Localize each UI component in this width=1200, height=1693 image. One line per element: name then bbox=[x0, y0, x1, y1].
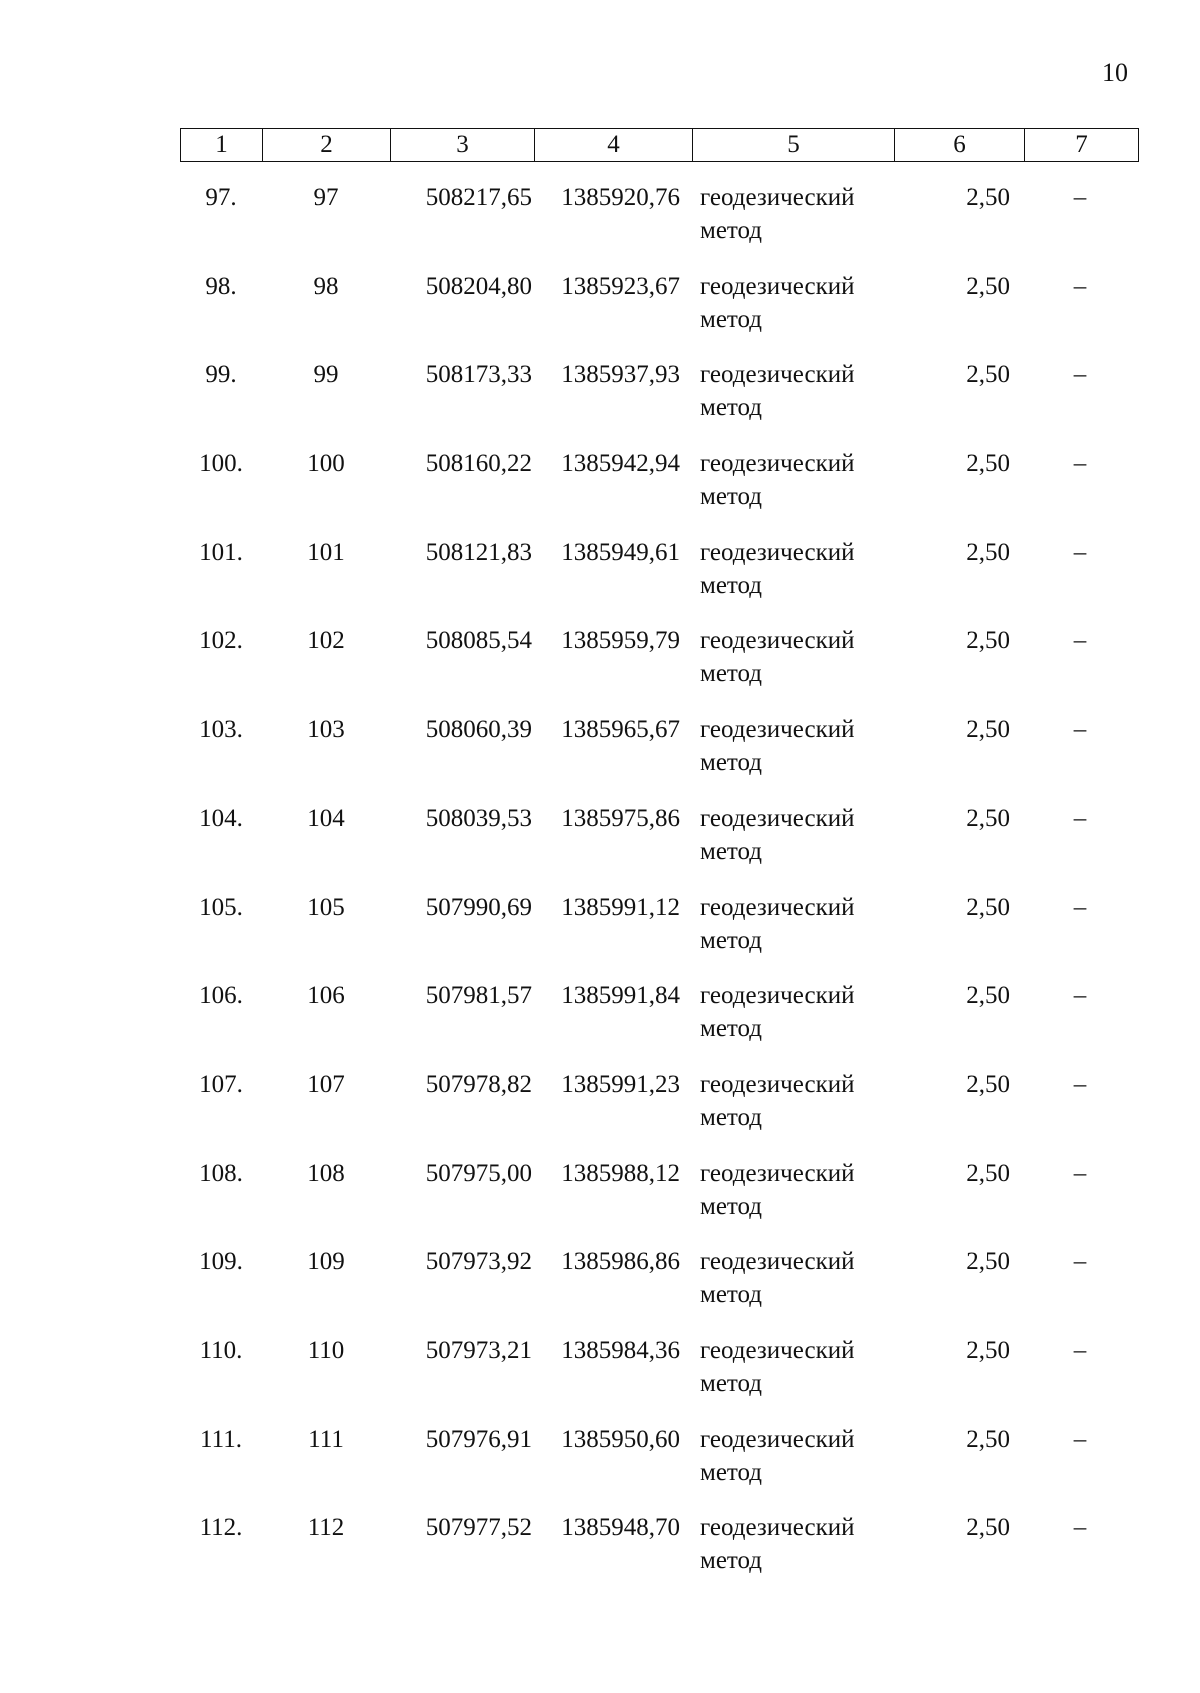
method bbox=[700, 1511, 890, 1577]
table-row bbox=[0, 624, 1200, 713]
method-line-2: метод bbox=[700, 394, 763, 422]
method bbox=[700, 181, 890, 247]
note: – bbox=[1073, 1159, 1087, 1187]
coord-y: 1385942,94 bbox=[561, 450, 680, 478]
table-row bbox=[0, 181, 1200, 270]
coord-x: 507978,82 bbox=[425, 1070, 532, 1098]
table-row bbox=[0, 979, 1200, 1068]
accuracy: 2,50 bbox=[966, 450, 1010, 478]
header-col-4: 4 bbox=[535, 129, 693, 162]
point-id: 107 bbox=[307, 1070, 345, 1098]
header-col-6: 6 bbox=[895, 129, 1025, 162]
header-col-5: 5 bbox=[693, 129, 895, 162]
method-line-1: геодезический bbox=[700, 184, 855, 211]
method-line-1: геодезический bbox=[700, 1070, 855, 1098]
note: – bbox=[1073, 538, 1087, 566]
accuracy: 2,50 bbox=[966, 272, 1010, 300]
table-row bbox=[0, 1423, 1200, 1512]
coord-y: 1385991,84 bbox=[561, 982, 680, 1010]
method-line-1: геодезический bbox=[700, 272, 855, 300]
method bbox=[700, 1423, 890, 1489]
point-id: 105 bbox=[307, 893, 345, 921]
note: – bbox=[1073, 450, 1087, 478]
table-row bbox=[0, 1245, 1200, 1334]
row-number: 99. bbox=[205, 361, 237, 389]
header-row bbox=[181, 129, 1139, 162]
row-number: 102. bbox=[199, 627, 243, 655]
column-number-header bbox=[180, 128, 1139, 162]
coord-y: 1385986,86 bbox=[561, 1248, 680, 1276]
method-line-2: метод bbox=[700, 483, 763, 511]
accuracy: 2,50 bbox=[966, 1514, 1010, 1542]
coord-x: 507973,92 bbox=[425, 1248, 532, 1276]
point-id: 111 bbox=[308, 1425, 344, 1453]
row-number: 112. bbox=[199, 1514, 243, 1542]
coord-y: 1385991,12 bbox=[561, 893, 680, 921]
note: – bbox=[1073, 716, 1087, 744]
coord-x: 508217,65 bbox=[425, 184, 532, 211]
coord-y: 1385948,70 bbox=[561, 1514, 680, 1542]
table-row bbox=[0, 1068, 1200, 1157]
method bbox=[700, 891, 890, 957]
accuracy: 2,50 bbox=[966, 1248, 1010, 1276]
note: – bbox=[1073, 1336, 1087, 1364]
note: – bbox=[1073, 1514, 1087, 1542]
coord-x: 507977,52 bbox=[425, 1514, 532, 1542]
accuracy: 2,50 bbox=[966, 1425, 1010, 1453]
coord-y: 1385959,79 bbox=[561, 627, 680, 655]
method-line-2: метод bbox=[700, 1281, 763, 1309]
coord-x: 508121,83 bbox=[425, 538, 532, 566]
method bbox=[700, 358, 890, 424]
row-number: 109. bbox=[199, 1248, 243, 1276]
coord-x: 507976,91 bbox=[425, 1425, 532, 1453]
note: – bbox=[1073, 1425, 1087, 1453]
row-number: 106. bbox=[199, 982, 243, 1010]
method-line-2: метод bbox=[700, 305, 763, 333]
point-id: 110 bbox=[307, 1336, 345, 1364]
table-row bbox=[0, 1157, 1200, 1246]
accuracy: 2,50 bbox=[966, 716, 1010, 744]
table-row bbox=[0, 802, 1200, 891]
accuracy: 2,50 bbox=[966, 184, 1010, 211]
row-number: 105. bbox=[199, 893, 243, 921]
method-line-1: геодезический bbox=[700, 538, 855, 566]
method bbox=[700, 447, 890, 513]
note: – bbox=[1073, 184, 1087, 211]
method bbox=[700, 1157, 890, 1223]
point-id: 109 bbox=[307, 1248, 345, 1276]
table-row bbox=[0, 447, 1200, 536]
page-number: 10 bbox=[1102, 58, 1128, 87]
table-row bbox=[0, 536, 1200, 625]
point-id: 102 bbox=[307, 627, 345, 655]
coord-y: 1385923,67 bbox=[561, 272, 680, 300]
coord-x: 508085,54 bbox=[425, 627, 532, 655]
method bbox=[700, 624, 890, 690]
coordinates-table-body bbox=[0, 181, 1200, 1600]
coord-y: 1385988,12 bbox=[561, 1159, 680, 1187]
method-line-1: геодезический bbox=[700, 1514, 855, 1542]
accuracy: 2,50 bbox=[966, 1159, 1010, 1187]
method bbox=[700, 979, 890, 1045]
method bbox=[700, 536, 890, 602]
point-id: 99 bbox=[313, 361, 339, 389]
accuracy: 2,50 bbox=[966, 361, 1010, 389]
method-line-1: геодезический bbox=[700, 893, 855, 921]
row-number: 108. bbox=[199, 1159, 243, 1187]
coord-y: 1385920,76 bbox=[561, 184, 680, 211]
row-number: 110. bbox=[199, 1336, 243, 1364]
coord-x: 508204,80 bbox=[425, 272, 532, 300]
point-id: 97 bbox=[313, 184, 339, 211]
point-id: 108 bbox=[307, 1159, 345, 1187]
table-row bbox=[0, 358, 1200, 447]
row-number: 100. bbox=[199, 450, 243, 478]
method-line-1: геодезический bbox=[700, 361, 855, 389]
coord-y: 1385984,36 bbox=[561, 1336, 680, 1364]
method-line-2: метод bbox=[700, 1192, 763, 1220]
method-line-2: метод bbox=[700, 749, 763, 777]
method-line-2: метод bbox=[700, 926, 763, 954]
method-line-2: метод bbox=[700, 217, 763, 244]
method-line-2: метод bbox=[700, 1015, 763, 1043]
coord-x: 508173,33 bbox=[425, 361, 532, 389]
point-id: 106 bbox=[307, 982, 345, 1010]
method-line-1: геодезический bbox=[700, 450, 855, 478]
table-row bbox=[0, 1511, 1200, 1600]
method-line-2: метод bbox=[700, 571, 763, 599]
method-line-2: метод bbox=[700, 1547, 763, 1575]
point-id: 100 bbox=[307, 450, 345, 478]
accuracy: 2,50 bbox=[966, 1336, 1010, 1364]
coord-y: 1385950,60 bbox=[561, 1425, 680, 1453]
note: – bbox=[1073, 893, 1087, 921]
accuracy: 2,50 bbox=[966, 982, 1010, 1010]
point-id: 101 bbox=[307, 538, 345, 566]
coord-x: 507975,00 bbox=[425, 1159, 532, 1187]
row-number: 97. bbox=[205, 184, 237, 211]
note: – bbox=[1073, 361, 1087, 389]
header-col-7: 7 bbox=[1025, 129, 1139, 162]
coord-x: 508160,22 bbox=[425, 450, 532, 478]
accuracy: 2,50 bbox=[966, 538, 1010, 566]
note: – bbox=[1073, 627, 1087, 655]
coord-x: 508060,39 bbox=[425, 716, 532, 744]
table-row bbox=[0, 891, 1200, 980]
row-number: 103. bbox=[199, 716, 243, 744]
method bbox=[700, 270, 890, 336]
method bbox=[700, 713, 890, 779]
row-number: 111. bbox=[200, 1425, 242, 1453]
method bbox=[700, 802, 890, 868]
note: – bbox=[1073, 272, 1087, 300]
method bbox=[700, 1334, 890, 1400]
point-id: 103 bbox=[307, 716, 345, 744]
accuracy: 2,50 bbox=[966, 804, 1010, 832]
method-line-1: геодезический bbox=[700, 1248, 855, 1276]
method-line-1: геодезический bbox=[700, 716, 855, 744]
method-line-1: геодезический bbox=[700, 804, 855, 832]
header-col-1: 1 bbox=[181, 129, 263, 162]
coord-x: 508039,53 bbox=[425, 804, 532, 832]
table-row bbox=[0, 1334, 1200, 1423]
coord-x: 507990,69 bbox=[425, 893, 532, 921]
method-line-2: метод bbox=[700, 1103, 763, 1131]
coord-x: 507981,57 bbox=[425, 982, 532, 1010]
note: – bbox=[1073, 982, 1087, 1010]
method-line-2: метод bbox=[700, 1369, 763, 1397]
row-number: 107. bbox=[199, 1070, 243, 1098]
coord-y: 1385965,67 bbox=[561, 716, 680, 744]
method-line-1: геодезический bbox=[700, 1336, 855, 1364]
row-number: 104. bbox=[199, 804, 243, 832]
coord-y: 1385937,93 bbox=[561, 361, 680, 389]
table-row bbox=[0, 713, 1200, 802]
method-line-1: геодезический bbox=[700, 627, 855, 655]
method-line-2: метод bbox=[700, 1458, 763, 1486]
note: – bbox=[1073, 1248, 1087, 1276]
table-row bbox=[0, 270, 1200, 359]
row-number: 98. bbox=[205, 272, 237, 300]
method-line-2: метод bbox=[700, 837, 763, 865]
point-id: 98 bbox=[313, 272, 339, 300]
method-line-1: геодезический bbox=[700, 982, 855, 1010]
method-line-1: геодезический bbox=[700, 1159, 855, 1187]
accuracy: 2,50 bbox=[966, 893, 1010, 921]
header-col-2: 2 bbox=[263, 129, 391, 162]
coord-y: 1385949,61 bbox=[561, 538, 680, 566]
accuracy: 2,50 bbox=[966, 1070, 1010, 1098]
method-line-2: метод bbox=[700, 660, 763, 688]
point-id: 104 bbox=[307, 804, 345, 832]
method bbox=[700, 1068, 890, 1134]
method-line-1: геодезический bbox=[700, 1425, 855, 1453]
row-number: 101. bbox=[199, 538, 243, 566]
header-col-3: 3 bbox=[391, 129, 535, 162]
note: – bbox=[1073, 804, 1087, 832]
coord-x: 507973,21 bbox=[425, 1336, 532, 1364]
coord-y: 1385975,86 bbox=[561, 804, 680, 832]
note: – bbox=[1073, 1070, 1087, 1098]
coord-y: 1385991,23 bbox=[561, 1070, 680, 1098]
accuracy: 2,50 bbox=[966, 627, 1010, 655]
method bbox=[700, 1245, 890, 1311]
point-id: 112 bbox=[307, 1514, 345, 1542]
